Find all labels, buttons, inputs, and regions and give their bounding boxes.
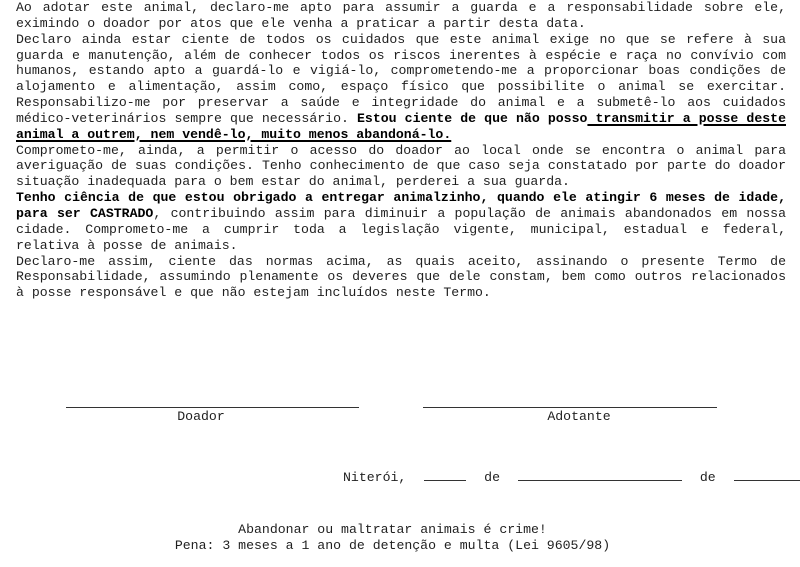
city-label: Niterói,: [343, 470, 407, 485]
day-blank: [424, 467, 466, 481]
date-line: [343, 467, 800, 485]
no-transfer-clause-lead: Estou ciente de que não posso: [357, 110, 588, 126]
year-blank: [734, 467, 800, 481]
date-separator-1: de: [484, 470, 500, 485]
month-blank: [518, 467, 682, 481]
paragraph-castration: [16, 190, 786, 253]
crime-warning: Abandonar ou maltratar animais é crime!: [238, 522, 547, 537]
term-body: [16, 0, 786, 301]
castration-clause: Tenho ciência de que estou obrigado a entregar animalzinho, quando ele atingir 6 meses de idade, para ser CASTRADO: [16, 190, 786, 221]
paragraph-care-awareness: [16, 32, 786, 143]
penalty-notice: Pena: 3 meses a 1 ano de detenção e multa (Lei 9605/98): [174, 538, 611, 553]
castration-text: , contribuindo assim para diminuir a população de animais abandonados em nossa cidade. Comprometo-me a cumprir toda a legislação vigente, municipal, estadual e federal, relativa à posse de animais.: [16, 205, 786, 253]
paragraph-declaration: Declaro-me assim, ciente das normas acima, as quais aceito, assinando o presente Termo de Responsabilidade, assumindo plenamente os deveres que dele constam, bem como outros relacionados à posse responsável e que não estejam incluídos neste Termo.: [16, 253, 786, 301]
paragraph-donor-access: Comprometo-me, ainda, a permitir o acesso do doador ao local onde se encontra o animal para averiguação de suas condições. Tenho conhecimento de que caso seja constatado por parte do doador situação inadequada para o bem estar do animal, perderei a sua guarda.: [16, 142, 786, 190]
paragraph-guard-responsibility: Ao adotar este animal, declaro-me apto para assumir a guarda e a responsabilidade sobre ele, eximindo o doador por atos que ele venha a praticar a partir desta data.: [16, 0, 786, 31]
adopter-signature-line: [423, 407, 717, 408]
care-awareness-text: Declaro ainda estar ciente de todos os cuidados que este animal exige no que se refere à sua guarda e manutenção, além de conhecer todos os riscos inerentes à espécie e raça no convívio com humanos, estando apto a guardá-lo e vigiá-lo, comprometendo-me a proporcionar boas condições de alojamento e alimentação, assim como, espaço físico que possibilite o animal se exercitar. Responsabilizo-me por preservar a saúde e integridade do animal e a submetê-lo aos cuidados médico-veterinários sempre que necessário.: [16, 31, 786, 126]
adopter-label: Adotante: [547, 409, 611, 424]
legal-warning-footer: [0, 522, 785, 554]
donor-label: Doador: [177, 409, 225, 424]
no-transfer-clause: transmitir a posse deste animal a outrem, nem vendê-lo, muito menos abandoná-lo.: [16, 110, 786, 142]
donor-signature-line: [66, 407, 359, 408]
date-separator-2: de: [699, 470, 716, 485]
